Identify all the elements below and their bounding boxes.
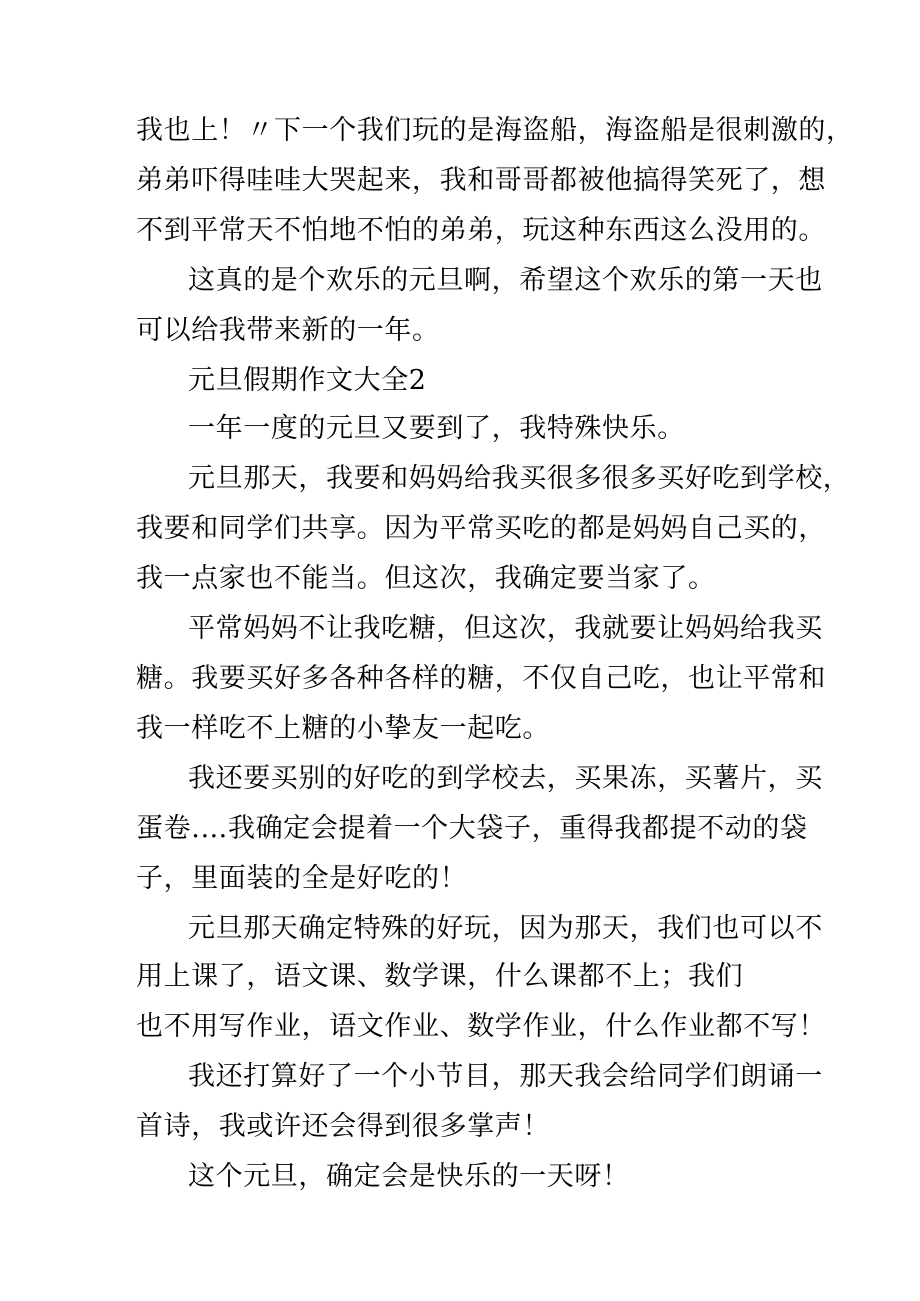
text-line: 可以给我带来新的一年。 xyxy=(136,315,440,346)
text-line: 平常妈妈不让我吃糖，但这次，我就要让妈妈给我买 xyxy=(188,613,823,644)
text-line: 一年一度的元旦又要到了，我特殊快乐。 xyxy=(188,413,685,444)
text-line: 也不用写作业，语文作业、数学作业，什么作业都不写！ xyxy=(136,1011,826,1042)
section-heading: 元旦假期作文大全2 xyxy=(188,365,427,396)
text-line: 元旦那天确定特殊的好玩，因为那天，我们也可以不 xyxy=(188,913,823,944)
text-line: 弟弟吓得哇哇大哭起来，我和哥哥都被他搞得笑死了，想 xyxy=(136,165,826,196)
text-line: 不到平常天不怕地不怕的弟弟，玩这种东西这么没用的。 xyxy=(136,215,826,246)
text-line: 我还要买别的好吃的到学校去，买果冻，买薯片，买 xyxy=(188,763,823,794)
text-line: 我也上！〃下一个我们玩的是海盗船，海盗船是很刺激的， xyxy=(136,115,854,146)
text-line: 元旦那天，我要和妈妈给我买很多很多买好吃到学校， xyxy=(188,463,851,494)
text-line: 这个元旦，确定会是快乐的一天呀！ xyxy=(188,1161,630,1192)
text-line: 这真的是个欢乐的元旦啊，希望这个欢乐的第一天也 xyxy=(188,265,823,296)
text-line: 首诗，我或许还会得到很多掌声！ xyxy=(136,1111,550,1142)
text-line: 糖。我要买好多各种各样的糖，不仅自己吃，也让平常和 xyxy=(136,663,826,694)
text-line: 我一点家也不能当。但这次，我确定要当家了。 xyxy=(136,563,716,594)
text-line: 我还打算好了一个小节目，那天我会给同学们朗诵一 xyxy=(188,1061,823,1092)
text-line: 我要和同学们共享。因为平常买吃的都是妈妈自己买的， xyxy=(136,513,826,544)
text-line: 我一样吃不上糖的小挚友一起吃。 xyxy=(136,713,550,744)
text-line: 用上课了，语文课、数学课，什么课都不上；我们 xyxy=(136,961,744,992)
text-line: 蛋卷.…我确定会提着一个大袋子，重得我都提不动的袋 xyxy=(136,813,808,844)
text-line: 子，里面装的全是好吃的！ xyxy=(136,863,468,894)
